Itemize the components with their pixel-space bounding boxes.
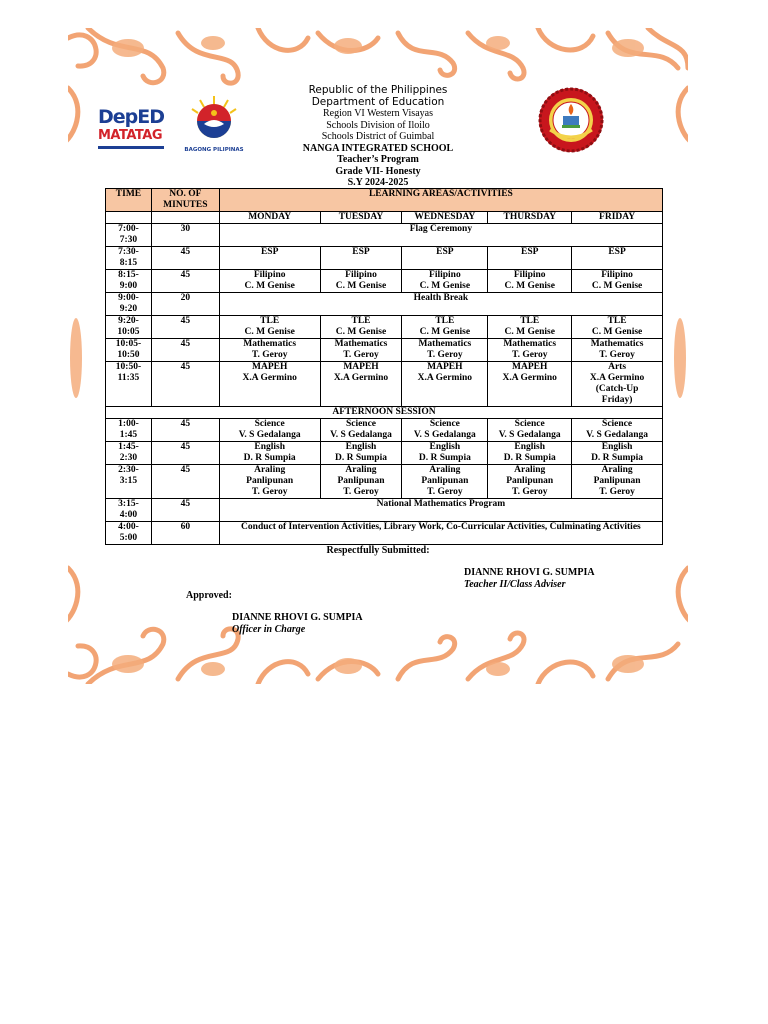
subject-cell: Araling Panlipunan T. Geroy (219, 465, 320, 499)
subject-cell: TLE C. M Genise (219, 316, 320, 339)
subject-cell: MAPEH X.A Germino (402, 362, 488, 407)
time-cell: 10:50- 11:35 (106, 362, 152, 407)
schedule-table (105, 188, 663, 545)
subject-cell: Mathematics T. Geroy (572, 339, 663, 362)
minutes-cell: 45 (151, 339, 219, 362)
subject-cell: Mathematics T. Geroy (488, 339, 572, 362)
subject-cell: Arts X.A Germino (Catch-Up Friday) (572, 362, 663, 407)
subject-cell: Filipino C. M Genise (488, 270, 572, 293)
header-program: Teacher’s Program (337, 154, 419, 165)
blank-cell (106, 212, 152, 224)
oic-signature (232, 612, 363, 635)
table-row (106, 419, 663, 442)
subject-cell: TLE C. M Genise (320, 316, 402, 339)
day-header-wednesday: WEDNESDAY (402, 212, 488, 224)
time-cell: 9:00- 9:20 (106, 293, 152, 316)
day-header-friday: FRIDAY (572, 212, 663, 224)
subject-cell: ESP (219, 247, 320, 270)
header-region: Region VI Western Visayas (323, 108, 433, 119)
activity-span-cell: Conduct of Intervention Activities, Library Work, Co-Curricular Activities, Culminating Activities (219, 522, 662, 545)
subject-cell: Mathematics T. Geroy (402, 339, 488, 362)
table-row (106, 407, 663, 419)
activity-span-cell: Health Break (219, 293, 662, 316)
subject-cell: Araling Panlipunan T. Geroy (320, 465, 402, 499)
header-district: Schools District of Guimbal (321, 131, 435, 142)
header-school: NANGA INTEGRATED SCHOOL (302, 142, 454, 154)
session-label: AFTERNOON SESSION (106, 407, 663, 419)
table-header-row (106, 189, 663, 212)
subject-cell: Science V. S Gedalanga (488, 419, 572, 442)
minutes-cell: 45 (151, 270, 219, 293)
day-header-monday: MONDAY (219, 212, 320, 224)
subject-cell: ESP (488, 247, 572, 270)
minutes-cell: 45 (151, 247, 219, 270)
time-cell: 2:30- 3:15 (106, 465, 152, 499)
time-cell: 8:15- 9:00 (106, 270, 152, 293)
subject-cell: Mathematics T. Geroy (320, 339, 402, 362)
minutes-cell: 45 (151, 316, 219, 339)
subject-cell: TLE C. M Genise (488, 316, 572, 339)
subject-cell: Science V. S Gedalanga (572, 419, 663, 442)
header-time: TIME (106, 189, 152, 212)
oic-title: Officer in Charge (232, 623, 306, 635)
subject-cell: Araling Panlipunan T. Geroy (572, 465, 663, 499)
subject-cell: MAPEH X.A Germino (320, 362, 402, 407)
header-school-year: S.Y 2024-2025 (347, 177, 409, 188)
time-cell: 9:20- 10:05 (106, 316, 152, 339)
subject-cell: English D. R Sumpia (572, 442, 663, 465)
subject-cell: Araling Panlipunan T. Geroy (402, 465, 488, 499)
adviser-name: DIANNE RHOVI G. SUMPIA (464, 567, 595, 578)
subject-cell: ESP (402, 247, 488, 270)
subject-cell: Mathematics T. Geroy (219, 339, 320, 362)
header-department: Department of Education (311, 95, 445, 108)
blank-cell (151, 212, 219, 224)
time-cell: 1:45- 2:30 (106, 442, 152, 465)
table-row (106, 270, 663, 293)
table-row (106, 499, 663, 522)
table-row (106, 316, 663, 339)
subject-cell: English D. R Sumpia (488, 442, 572, 465)
deped-wordmark: DepED (98, 106, 165, 128)
subject-cell: Filipino C. M Genise (219, 270, 320, 293)
adviser-signature (464, 567, 595, 590)
table-row (106, 522, 663, 545)
oic-name: DIANNE RHOVI G. SUMPIA (232, 612, 363, 623)
table-row (106, 247, 663, 270)
header-grade: Grade VII- Honesty (335, 165, 421, 177)
subject-cell: ESP (320, 247, 402, 270)
subject-cell: MAPEH X.A Germino (488, 362, 572, 407)
subject-cell: Araling Panlipunan T. Geroy (488, 465, 572, 499)
table-row (106, 293, 663, 316)
header-minutes: NO. OF MINUTES (151, 189, 219, 212)
approved-label: Approved: (186, 590, 232, 601)
matatag-wordmark: MATATAG (98, 128, 162, 143)
minutes-cell: 45 (151, 362, 219, 407)
table-row (106, 465, 663, 499)
subject-cell: Science V. S Gedalanga (219, 419, 320, 442)
minutes-cell: 45 (151, 442, 219, 465)
table-row (106, 442, 663, 465)
subject-cell: ESP (572, 247, 663, 270)
subject-cell: Filipino C. M Genise (320, 270, 402, 293)
minutes-cell: 60 (151, 522, 219, 545)
document-header (68, 85, 688, 189)
header-republic: Republic of the Philippines (308, 84, 448, 96)
subject-cell: Filipino C. M Genise (402, 270, 488, 293)
time-cell: 7:30- 8:15 (106, 247, 152, 270)
table-row (106, 339, 663, 362)
header-division: Schools Division of Iloilo (326, 119, 430, 131)
table-row (106, 362, 663, 407)
subject-cell: Filipino C. M Genise (572, 270, 663, 293)
minutes-cell: 30 (151, 224, 219, 247)
subject-cell: TLE C. M Genise (572, 316, 663, 339)
subject-cell: Science V. S Gedalanga (402, 419, 488, 442)
table-days-row (106, 212, 663, 224)
header-learning-areas: LEARNING AREAS/ACTIVITIES (219, 189, 662, 212)
activity-span-cell: Flag Ceremony (219, 224, 662, 247)
time-cell: 4:00- 5:00 (106, 522, 152, 545)
bagong-pilipinas-text: BAGONG PILIPINAS (184, 147, 244, 153)
adviser-title: Teacher II/Class Adviser (464, 578, 566, 590)
subject-cell: Science V. S Gedalanga (320, 419, 402, 442)
minutes-cell: 45 (151, 465, 219, 499)
minutes-cell: 45 (151, 419, 219, 442)
activity-span-cell: National Mathematics Program (219, 499, 662, 522)
subject-cell: English D. R Sumpia (219, 442, 320, 465)
day-header-tuesday: TUESDAY (320, 212, 402, 224)
time-cell: 1:00- 1:45 (106, 419, 152, 442)
subject-cell: English D. R Sumpia (320, 442, 402, 465)
time-cell: 10:05- 10:50 (106, 339, 152, 362)
minutes-cell: 20 (151, 293, 219, 316)
subject-cell: TLE C. M Genise (402, 316, 488, 339)
document-page (68, 28, 688, 684)
subject-cell: English D. R Sumpia (402, 442, 488, 465)
minutes-cell: 45 (151, 499, 219, 522)
day-header-thursday: THURSDAY (488, 212, 572, 224)
respectfully-submitted: Respectfully Submitted: (326, 545, 430, 556)
table-row (106, 224, 663, 247)
subject-cell: MAPEH X.A Germino (219, 362, 320, 407)
time-cell: 3:15- 4:00 (106, 499, 152, 522)
time-cell: 7:00- 7:30 (106, 224, 152, 247)
